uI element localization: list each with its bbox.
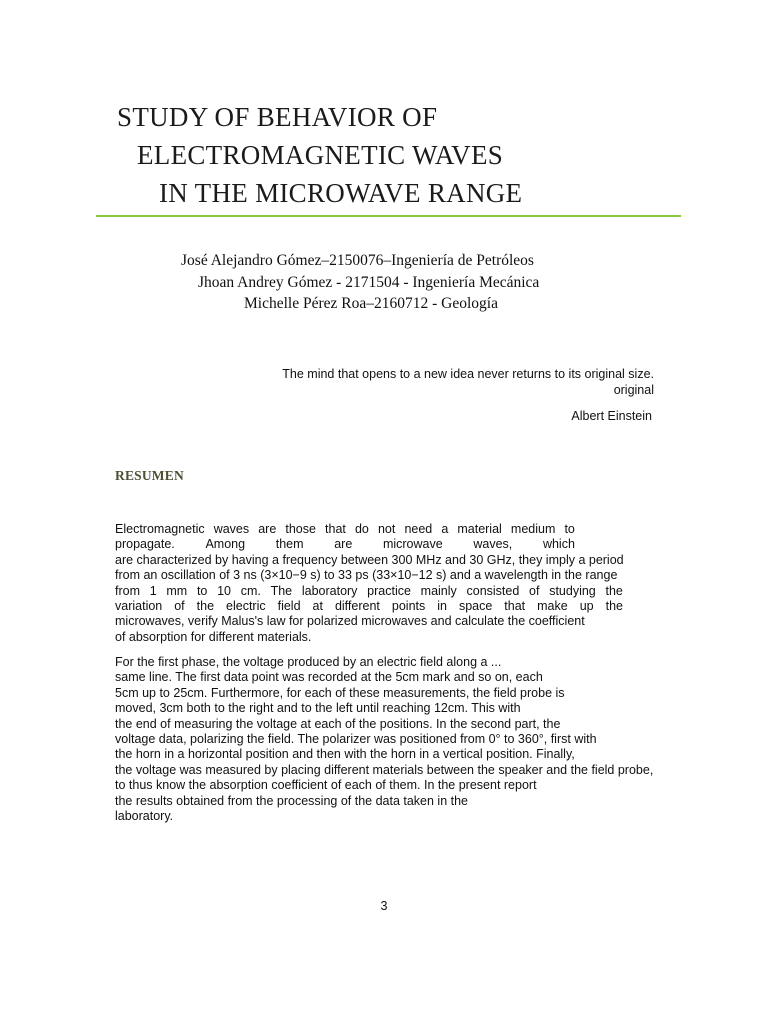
paragraph-line: 5cm up to 25cm. Furthermore, for each of these measurements, the field probe is bbox=[115, 685, 565, 700]
page-number: 3 bbox=[380, 899, 388, 913]
word: Among bbox=[205, 537, 246, 552]
word: 1 bbox=[149, 583, 157, 598]
word: laboratory bbox=[301, 583, 358, 598]
word: practice bbox=[367, 583, 411, 598]
paragraph-line bbox=[115, 537, 575, 552]
title-line-3: IN THE MICROWAVE RANGE bbox=[159, 178, 523, 208]
word: the bbox=[605, 583, 623, 598]
word: mm bbox=[166, 583, 188, 598]
paragraph-line: the end of measuring the voltage at each of the positions. In the second part, the bbox=[115, 716, 561, 731]
authors-block bbox=[150, 250, 610, 315]
word: the bbox=[605, 599, 623, 614]
word: electric bbox=[226, 599, 266, 614]
author-3: Michelle Pérez Roa–2160712 - Geología bbox=[244, 295, 498, 312]
word: waves bbox=[213, 522, 250, 536]
paragraph-line: For the first phase, the voltage produced by an electric field along a ... bbox=[115, 655, 502, 669]
paragraph-line bbox=[115, 522, 575, 537]
word: waves, bbox=[473, 537, 513, 552]
word: to bbox=[564, 522, 575, 536]
title-line-2: ELECTROMAGNETIC WAVES bbox=[137, 140, 504, 170]
word: of bbox=[529, 583, 540, 598]
word: the bbox=[196, 599, 215, 614]
paragraph-line: of absorption for different materials. bbox=[115, 629, 312, 644]
abstract-paragraph-1 bbox=[115, 522, 624, 645]
word: consisted bbox=[466, 583, 520, 598]
word: that bbox=[504, 599, 526, 614]
word: space bbox=[458, 599, 493, 614]
word: them bbox=[275, 537, 304, 552]
paragraph-line: the horn in a horizontal position and then with the horn in a vertical position. Finally, bbox=[115, 747, 575, 762]
word: from bbox=[115, 583, 140, 598]
word: microwave bbox=[382, 537, 443, 552]
title-underline-rule bbox=[96, 215, 681, 217]
title-line-1: STUDY OF BEHAVIOR OF bbox=[117, 102, 438, 132]
author-1: José Alejandro Gómez–2150076–Ingeniería de Petróleos bbox=[181, 252, 534, 269]
word: those bbox=[285, 522, 316, 536]
paragraph-line: the results obtained from the processing of the data taken in the bbox=[115, 793, 468, 808]
quote-line-1: The mind that opens to a new idea never returns to its original size. bbox=[282, 367, 654, 381]
word: a bbox=[441, 522, 449, 536]
quote-author: Albert Einstein bbox=[571, 409, 652, 423]
epigraph-quote bbox=[240, 366, 654, 398]
word: material bbox=[457, 522, 502, 536]
word: points bbox=[391, 599, 426, 614]
word: at bbox=[312, 599, 323, 614]
section-heading-resumen: RESUMEN bbox=[115, 468, 184, 483]
word: variation bbox=[115, 599, 163, 614]
paragraph-line: voltage data, polarizing the field. The polarizer was positioned from 0° to 360°, first with bbox=[115, 732, 597, 747]
word: studying bbox=[549, 583, 596, 598]
paragraph-line: moved, 3cm both to the right and to the left until reaching 12cm. This with bbox=[115, 701, 521, 716]
paragraph-line: same line. The first data point was recorded at the 5cm mark and so on, each bbox=[115, 670, 543, 685]
word: propagate. bbox=[115, 537, 175, 552]
word: make bbox=[537, 599, 568, 614]
word: of bbox=[174, 599, 185, 614]
word: mainly bbox=[420, 583, 457, 598]
word: Electromagnetic bbox=[115, 522, 205, 536]
paragraph-line bbox=[115, 584, 623, 599]
paragraph-line: the voltage was measured by placing different materials between the speaker and the field probe, bbox=[115, 762, 654, 777]
word: to bbox=[196, 583, 208, 598]
paragraph-line bbox=[115, 599, 623, 614]
paragraph-line: microwaves, verify Malus's law for polarized microwaves and calculate the coefficient bbox=[115, 614, 585, 629]
paragraph-line: to thus know the absorption coefficient of each of them. In the present report bbox=[115, 778, 537, 793]
word: in bbox=[437, 599, 447, 614]
word: are bbox=[334, 537, 353, 552]
word: The bbox=[270, 583, 293, 598]
word: which bbox=[542, 537, 575, 552]
word: up bbox=[579, 599, 594, 614]
word: do bbox=[354, 522, 369, 536]
abstract-paragraph-2 bbox=[115, 655, 677, 824]
word: 10 bbox=[217, 583, 231, 598]
word: that bbox=[325, 522, 346, 536]
word: not bbox=[377, 522, 396, 536]
paragraph-line: are characterized by having a frequency between 300 MHz and 30 GHz, they imply a period bbox=[115, 552, 624, 567]
author-2: Jhoan Andrey Gómez - 2171504 - Ingeniería Mecánica bbox=[198, 273, 540, 291]
word: cm. bbox=[240, 583, 261, 598]
paragraph-line: laboratory. bbox=[115, 809, 174, 824]
quote-line-2: original bbox=[613, 383, 654, 397]
word: different bbox=[334, 599, 380, 614]
word: medium bbox=[510, 522, 556, 536]
word: need bbox=[404, 522, 433, 536]
paragraph-line: from an oscillation of 3 ns (3×10−9 s) to 33 ps (33×10−12 s) and a wavelength in the range bbox=[115, 568, 618, 583]
word: are bbox=[258, 522, 277, 536]
word: field bbox=[277, 599, 301, 614]
